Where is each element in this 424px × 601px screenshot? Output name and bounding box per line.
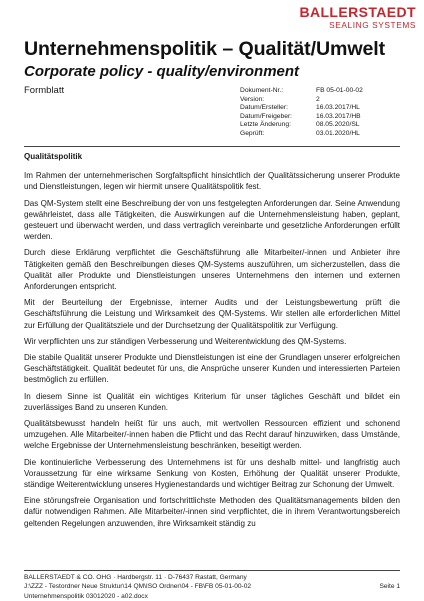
document-body [24,151,400,566]
paragraph: Im Rahmen der unternehmerischen Sorgfaltspflicht hinsichtlich der Qualitätssicherung unserer Produkte und Dienstleistungen, legen wir hiermit unsere Qualitätspolitik fest. [24,171,400,192]
footer-address: BALLERSTAEDT & CO. OHG · Hardbergstr. 11 · D-76437 Rastatt, Germany [24,574,247,581]
meta-row-document-number [240,87,400,96]
meta-value: 03.01.2020/HL [316,129,360,137]
logo-name: BALLERSTAEDT [299,4,416,20]
meta-label: Letzte Änderung: [240,121,291,129]
document-meta-table [240,87,400,139]
page-footer [24,573,400,601]
document-title: Unternehmenspolitik – Qualität/Umwelt [24,38,386,60]
meta-label: Datum/Ersteller: [240,104,288,112]
paragraph: Das QM-System stellt eine Beschreibung der von uns festgelegten Anforderungen dar. Seine Anwendung gewährleistet, dass alle Tätigkeiten, die Auswirkungen auf die Unternehmensleistung haben, geplant, gesteuert und überwacht werden, und dass vertraglich vereinbarte und gesetzliche Anforderungen erfüllt werden. [24,198,400,242]
footer-file-path: J:\ZZZ - Testordner Neue Struktur\14 QM\ISO Ordner\04 - FB\FB 05-01-00-02 [24,583,252,591]
meta-row-last-change [240,121,400,130]
meta-value: 16.03.2017/HB [316,112,361,120]
paragraph: Durch diese Erklärung verpflichtet die Geschäftsführung alle Mitarbeiter/-innen und Anbieter ihre Tätigkeiten gemäß den Beschreibungen dieses QM-Systems auszuführen, um sicherzustellen, dass die Qualität aller Produkte und Dienstleistungen unseres Unternehmens den internen und externen Anforderungen entspricht. [24,248,400,292]
paragraph: Wir verpflichten uns zur ständigen Verbesserung und Weiterentwicklung des QM-Systems. [24,336,347,346]
paragraph: Die stabile Qualität unserer Produkte und Dienstleistungen ist eine der Grundlagen unserer erfolgreichen Geschäftstätigkeit. Qualität bedeutet für uns, die Ansprüche unserer Kunden und interessierten Parteien bestmöglich zu erfüllen. [24,353,400,385]
paragraph: Eine störungsfreie Organisation und fortschrittlichste Methoden des Qualitätsmanagements bilden den dafür notwendigen Rahmen. Alle Mitarbeiter/-innen sind verpflichtet, die in ihrem Verantwortungsbereich geltenden Regelungen anzuwenden, ihre Wirksamkeit ständig zu [24,496,400,528]
paragraph: Mit der Beurteilung der Ergebnisse, interner Audits und der Leistungsbewertung prüft die Geschäftsführung die Leistung und Wirksamkeit des QM-Systems. Wir stellen alle erforderlichen Mittel zur Erfüllung der Qualitätsziele und der Durchsetzung der Qualitätspolitik zur Verfügung. [24,298,400,330]
footer-path-row [24,582,400,591]
meta-value: 2 [316,95,320,103]
section-heading: Qualitätspolitik [24,152,83,161]
paragraph: In diesem Sinne ist Qualität ein wichtiges Kriterium für unser tägliches Geschäft und bildet ein zuverlässiges Band zu unseren Kunden. [24,391,400,412]
meta-label: Version: [240,95,265,103]
paragraph: Die kontinuierliche Verbesserung des Unternehmens ist für uns deshalb mittel- und langfristig auch Voraussetzung für eine wirksame Senkung von Kosten, Erhöhung der Qualität unserer Produkte, ständige Weiterentwicklung unseres Hygienestandards und wichtiger Beitrag zur Schonung der Umwelt. [24,457,400,490]
meta-label: Datum/Freigeber: [240,112,293,120]
footer-filename: Unternehmenspolitik 03012020 - a02.docx [24,592,148,600]
logo-tagline: SEALING SYSTEMS [329,20,416,30]
meta-label: Dokument-Nr.: [240,87,284,94]
meta-row-checked [240,130,400,139]
meta-label: Geprüft: [240,129,265,137]
company-logo [299,5,416,30]
meta-value: 16.03.2017/HL [316,104,360,112]
header-divider [24,146,400,147]
footer-divider [24,570,400,571]
meta-value: 08.05.2020/SL [316,121,360,129]
meta-row-created [240,104,400,113]
form-type: Formblatt [24,85,65,96]
meta-row-version [240,96,400,105]
page-number: Seite 1 [379,583,400,591]
paragraph: Qualitätsbewusst handeln heißt für uns auch, mit wertvollen Ressourcen effizient und schonend umzugehen. Alle Mitarbeiter/-innen haben die Pflicht und das Recht darauf hinzuwirken, dass Umstände, welche Ergebnisse der Unternehmensleistung beschränken, beseitigt werden. [24,419,400,451]
meta-value: FB 05-01-00-02 [316,87,363,94]
document-subtitle: Corporate policy - quality/environment [24,63,300,80]
